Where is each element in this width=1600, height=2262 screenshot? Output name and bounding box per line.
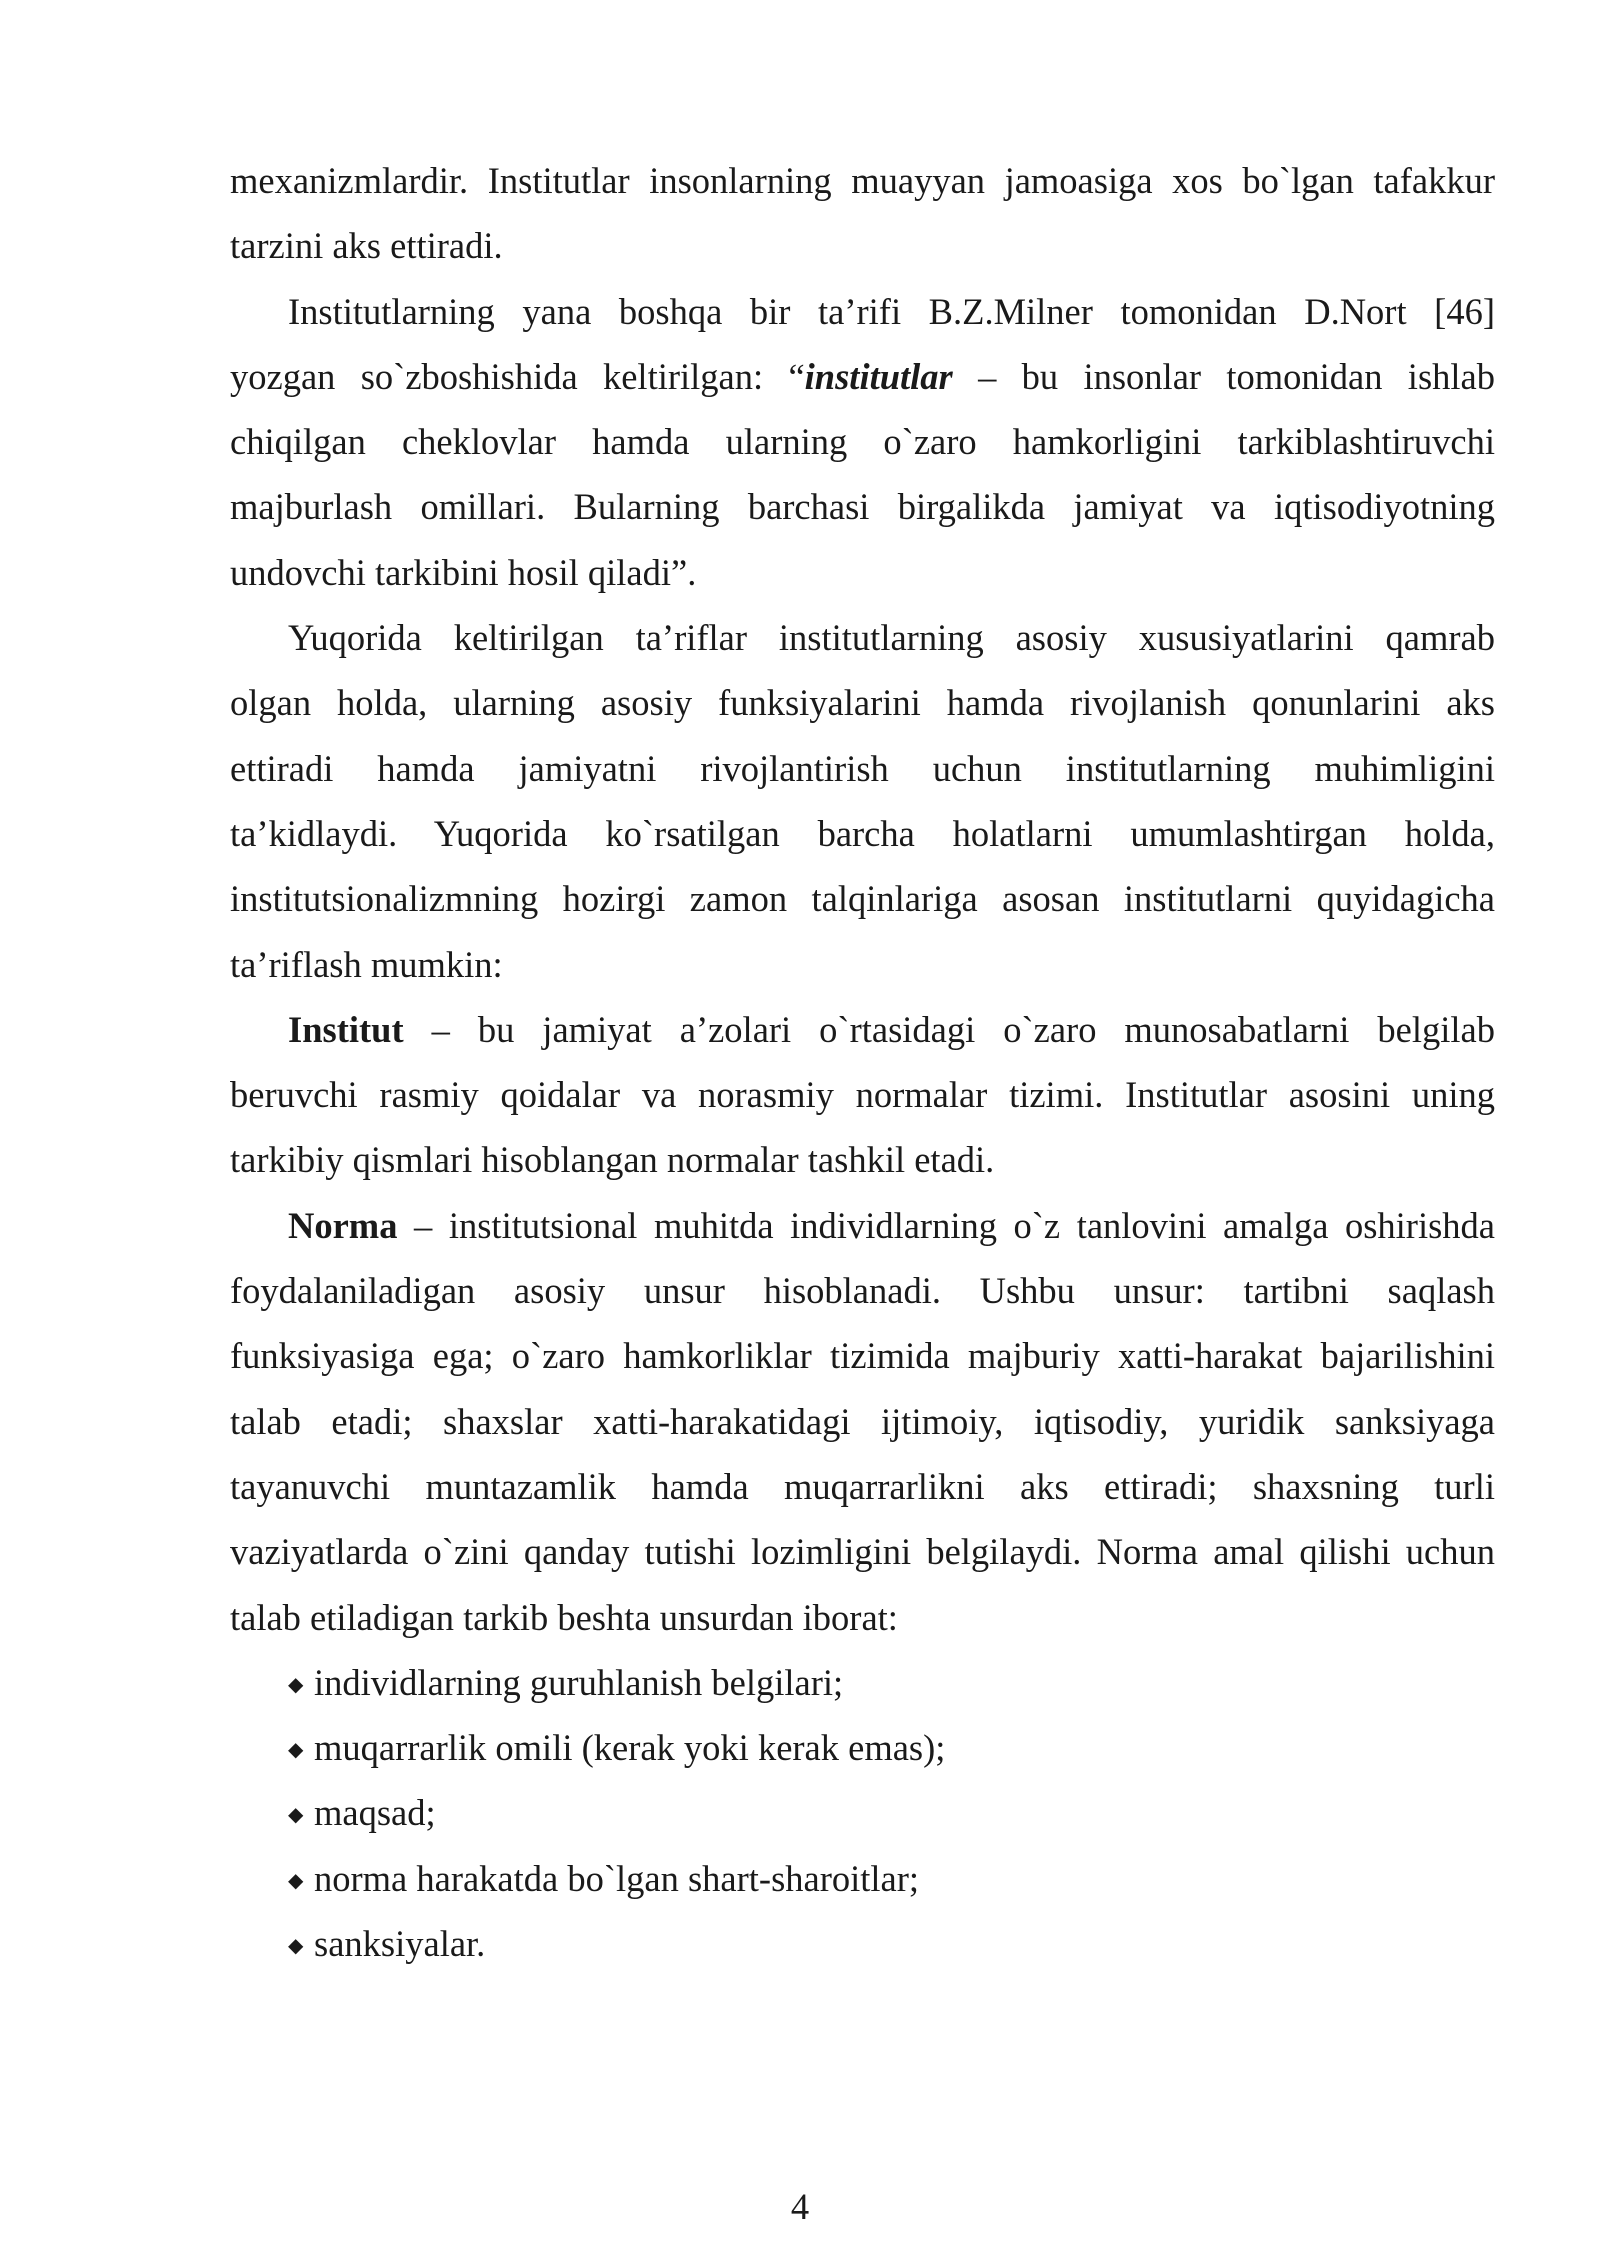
text-line: tarzini aks ettiradi. bbox=[230, 225, 503, 267]
text-line bbox=[230, 997, 1495, 1062]
list-item bbox=[230, 1650, 1495, 1715]
text-line bbox=[230, 1193, 1495, 1258]
list-item-text: norma harakatda bo`lgan shart-sharoitlar; bbox=[314, 1857, 920, 1899]
paragraph-norma-definition bbox=[230, 1193, 1495, 1650]
paragraph-institut-definition bbox=[230, 997, 1495, 1193]
text-line: majburlash omillari. Bularning barchasi birgalikda jamiyat va iqtisodiyotning bbox=[230, 486, 1495, 528]
list-item-text: sanksiyalar. bbox=[314, 1923, 486, 1965]
text-line: ettiradi hamda jamiyatni rivojlantirish uchun institutlarning muhimligini bbox=[230, 747, 1495, 789]
term-institutlar: institutlar bbox=[804, 355, 953, 397]
paragraph-continuation bbox=[230, 148, 1495, 279]
diamond-bullet-icon: ◆ bbox=[288, 1869, 304, 1892]
text-line: funksiyasiga ega; o`zaro hamkorliklar tizimida majburiy xatti-harakat bajarilishini bbox=[230, 1335, 1495, 1377]
diamond-bullet-icon: ◆ bbox=[288, 1673, 304, 1696]
text-line: talab etadi; shaxslar xatti-harakatidagi ijtimoiy, iqtisodiy, yuridik sanksiyaga bbox=[230, 1400, 1495, 1442]
text-line: institutsionalizmning hozirgi zamon talqinlariga asosan institutlarni quyidagicha bbox=[230, 878, 1495, 920]
text-span: yozgan so`zboshishida keltirilgan: “ bbox=[230, 355, 805, 397]
text-line: tarkibiy qismlari hisoblangan normalar tashkil etadi. bbox=[230, 1139, 995, 1181]
text-line bbox=[230, 344, 1495, 409]
text-span: – bu jamiyat a’zolari o`rtasidagi o`zaro munosabatlarni belgilab bbox=[403, 1008, 1495, 1050]
text-line: undovchi tarkibini hosil qiladi”. bbox=[230, 551, 697, 593]
list-item bbox=[230, 1715, 1495, 1780]
diamond-bullet-icon: ◆ bbox=[288, 1935, 304, 1958]
term-norma: Norma bbox=[288, 1204, 398, 1246]
text-line: talab etiladigan tarkib beshta unsurdan iborat: bbox=[230, 1596, 898, 1638]
text-span: – bu insonlar tomonidan ishlab bbox=[952, 355, 1495, 397]
text-line: beruvchi rasmiy qoidalar va norasmiy normalar tizimi. Institutlar asosini uning bbox=[230, 1074, 1495, 1116]
list-item bbox=[230, 1846, 1495, 1911]
list-item bbox=[230, 1911, 1495, 1976]
text-line: olgan holda, ularning asosiy funksiyalarini hamda rivojlanish qonunlarini aks bbox=[230, 682, 1495, 724]
diamond-bullet-icon: ◆ bbox=[288, 1739, 304, 1762]
diamond-bullet-icon: ◆ bbox=[288, 1804, 304, 1827]
paragraph-milner-definition bbox=[230, 279, 1495, 605]
paragraph-summary bbox=[230, 605, 1495, 997]
text-line: foydalaniladigan asosiy unsur hisoblanadi. Ushbu unsur: tartibni saqlash bbox=[230, 1270, 1495, 1312]
list-item-text: individlarning guruhlanish belgilari; bbox=[314, 1661, 844, 1703]
text-line: ta’riflash mumkin: bbox=[230, 943, 503, 985]
text-line: chiqilgan cheklovlar hamda ularning o`zaro hamkorligini tarkiblashtiruvchi bbox=[230, 421, 1495, 463]
text-span: – institutsional muhitda individlarning o`z tanlovini amalga oshirishda bbox=[397, 1204, 1495, 1246]
text-line: vaziyatlarda o`zini qanday tutishi lozimligini belgilaydi. Norma amal qilishi uchun bbox=[230, 1531, 1495, 1573]
text-line: ta’kidlaydi. Yuqorida ko`rsatilgan barcha holatlarni umumlashtirgan holda, bbox=[230, 812, 1495, 854]
list-item bbox=[230, 1780, 1495, 1845]
page-number: 4 bbox=[790, 2186, 810, 2227]
bullet-list bbox=[230, 1650, 1495, 1976]
document-page bbox=[230, 148, 1495, 1976]
term-institut: Institut bbox=[288, 1008, 404, 1050]
text-line: Yuqorida keltirilgan ta’riflar institutlarning asosiy xususiyatlarini qamrab bbox=[288, 617, 1495, 659]
text-line: Institutlarning yana boshqa bir ta’rifi B.Z.Milner tomonidan D.Nort [46] bbox=[288, 290, 1495, 332]
text-line: mexanizmlardir. Institutlar insonlarning muayyan jamoasiga xos bo`lgan tafakkur bbox=[230, 160, 1495, 201]
text-line: tayanuvchi muntazamlik hamda muqarrarlikni aks ettiradi; shaxsning turli bbox=[230, 1465, 1495, 1507]
list-item-text: muqarrarlik omili (kerak yoki kerak emas); bbox=[314, 1727, 946, 1769]
list-item-text: maqsad; bbox=[314, 1792, 436, 1834]
